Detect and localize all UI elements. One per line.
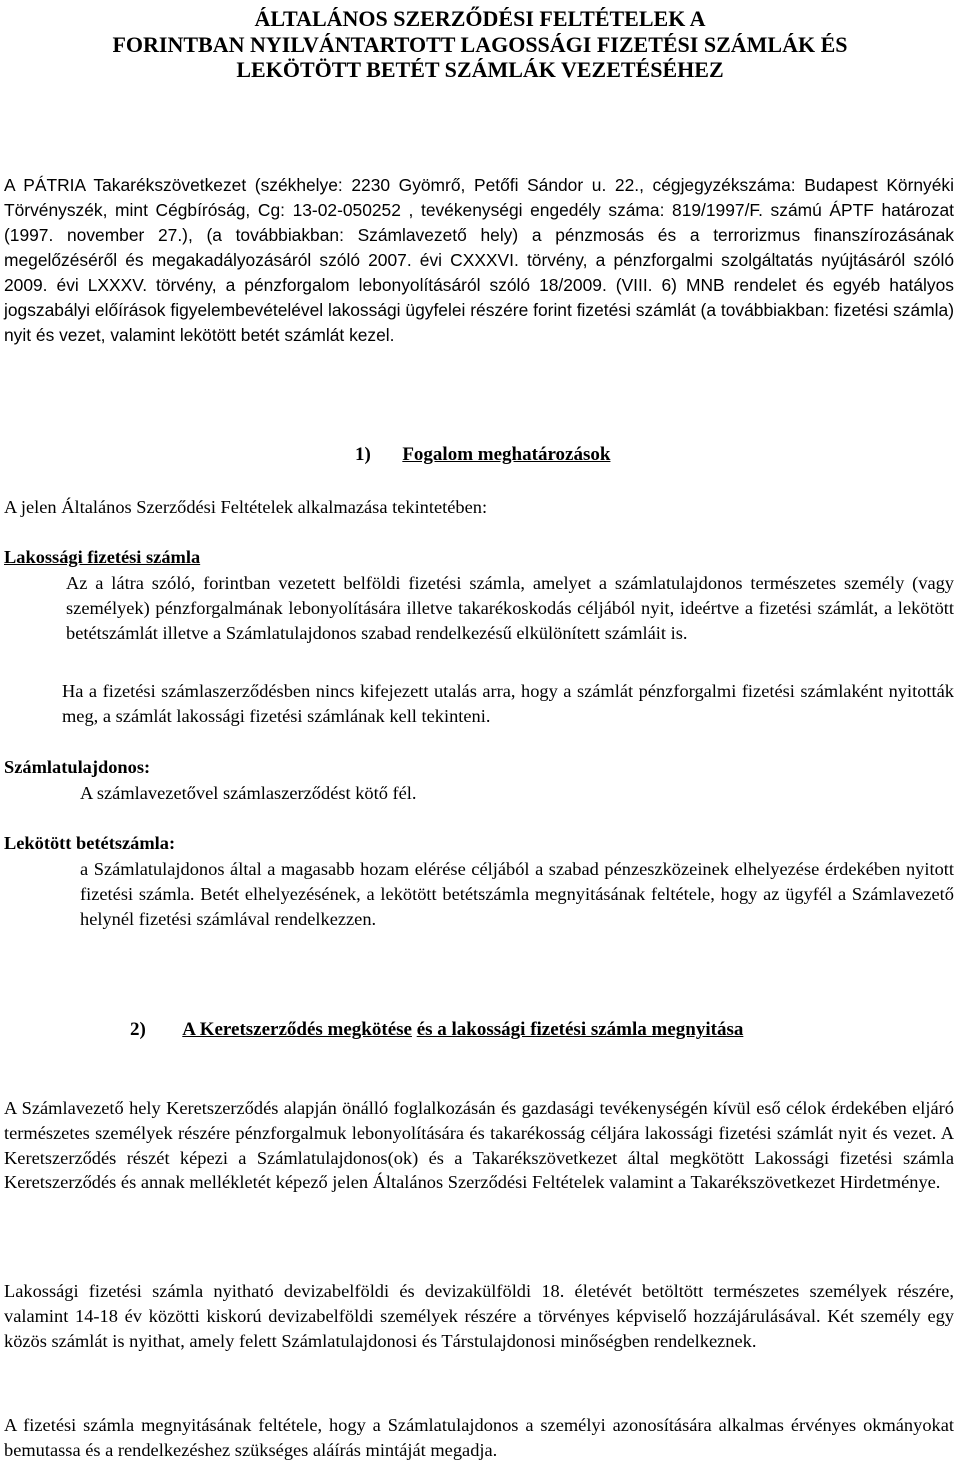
term-lakossagi-fizetesi-szamla: Lakossági fizetési számla [4,547,201,567]
section-1-lead: A jelen Általános Szerződési Feltételek alkalmazása tekintetében: [4,497,488,517]
intro-paragraph: A PÁTRIA Takarékszövetkezet (székhelye: 2230 Gyömrő, Petőfi Sándor u. 22., cégjegyzékszáma: Budapest Környéki Törvényszék, mint Cégbíróság, Cg: 13-02-050252 , tevékenységi engedély száma: 819/1997/F. számú ÁPTF határozat (1997. november 27.), (a továbbiakban: Számlavezető hely) a pénzmosás és a terrorizmus finanszírozásának megelőzéséről és megakadályozásáról szóló 2007. évi CXXXVI. törvény, a pénzforgalmi szolgáltatás nyújtásáról szóló 2009. évi LXXXV. törvény, a pénzforgalom lebonyolításáról szóló 18/2009. (VIII. 6) MNB rendelet és egyéb hatályos jogszabályi előírások figyelembevételével lakossági ügyfelei részére forint fizetési számlát (a továbbiakban: fizetési számla) nyit és vezet, valamint lekötött betét számlát kezel. [4,175,954,345]
document-title [0,6,960,83]
section-2-title-part-1: A Keretszerződés megkötése [182,1019,412,1040]
title-line-1: ÁLTALÁNOS SZERZŐDÉSI FELTÉTELEK A [254,6,706,31]
section-2-heading [130,1018,743,1042]
definition-szamlatulajdonos: A számlavezetővel számlaszerződést kötő fél. [80,783,417,803]
term-lekotott-betetszamla: Lekötött betétszámla: [4,833,176,853]
section-1-number: 1) [355,444,371,465]
section-2-number: 2) [130,1019,146,1040]
section-2-title-part-2: és a lakossági fizetési számla megnyitása [416,1019,744,1040]
definition-lekotott-betetszamla: a Számlatulajdonos által a magasabb hozam elérése céljából a szabad pénzeszközeinek elhelyezése érdekében nyitott fizetési számla. Betét elhelyezésének, a lekötött betétszámla megnyitásának feltétele, hogy az ügyfél a Számlavezető helynél fizetési számlával rendelkezzen. [80,859,954,929]
term-szamlatulajdonos: Számlatulajdonos: [4,757,151,777]
section-1-title: Fogalom meghatározások [402,444,611,465]
section-2-paragraph-2: Lakossági fizetési számla nyitható devizabelföldi és devizakülföldi 18. életévét betöltött természetes személyek részére, valamint 14-18 év közötti kiskorú devizabelföldi személyek részére a törvényes képviselő hozzájárulásával. Két személy egy közös számlát is nyithat, amely felett Számlatulajdonosi és Társtulajdonosi minőségben rendelkeznek. [4,1281,954,1351]
section-2-paragraph-3: A fizetési számla megnyitásának feltétele, hogy a Számlatulajdonos a személyi azonosítására alkalmas érvényes okmányokat bemutassa és a rendelkezéshez szükséges aláírás mintáját megadja. [4,1415,954,1460]
title-line-2: FORINTBAN NYILVÁNTARTOTT LAGOSSÁGI FIZETÉSI SZÁMLÁK ÉS [112,31,848,57]
section-1-heading [355,443,610,467]
definition-lakossagi-fizetesi-szamla: Az a látra szóló, forintban vezetett belföldi fizetési számla, amelyet a számlatulajdonos természetes személy (vagy személyek) pénzforgalmának lebonyolítására illetve takarékoskodás céljából nyit, ideértve a fizetési számlát, a lekötött betétszámlát illetve a Számlatulajdonos szabad rendelkezésű elkülönített számláit is. [66,573,954,643]
definition-lakossagi-fizetesi-szamla-note: Ha a fizetési számlaszerződésben nincs kifejezett utalás arra, hogy a számlát pénzforgalmi fizetési számlaként nyitották meg, a számlát lakossági fizetési számlának kell tekinteni. [62,681,954,726]
section-2-paragraph-1: A Számlavezető hely Keretszerződés alapján önálló foglalkozásán és gazdasági tevékenységén kívül eső célok érdekében eljáró természetes személyek részére pénzforgalmuk lebonyolítására és takarékosság céljára lakossági fizetési számlát nyit és vezet. A Keretszerződés részét képezi a Számlatulajdonos(ok) és a Takarékszövetkezet által megkötött Lakossági fizetési számla Keretszerződés és annak mellékletét képező jelen Általános Szerződési Feltételek valamint a Takarékszövetkezet Hirdetménye. [4,1098,954,1193]
title-line-3: LEKÖTÖTT BETÉT SZÁMLÁK VEZETÉSÉHEZ [236,57,724,82]
